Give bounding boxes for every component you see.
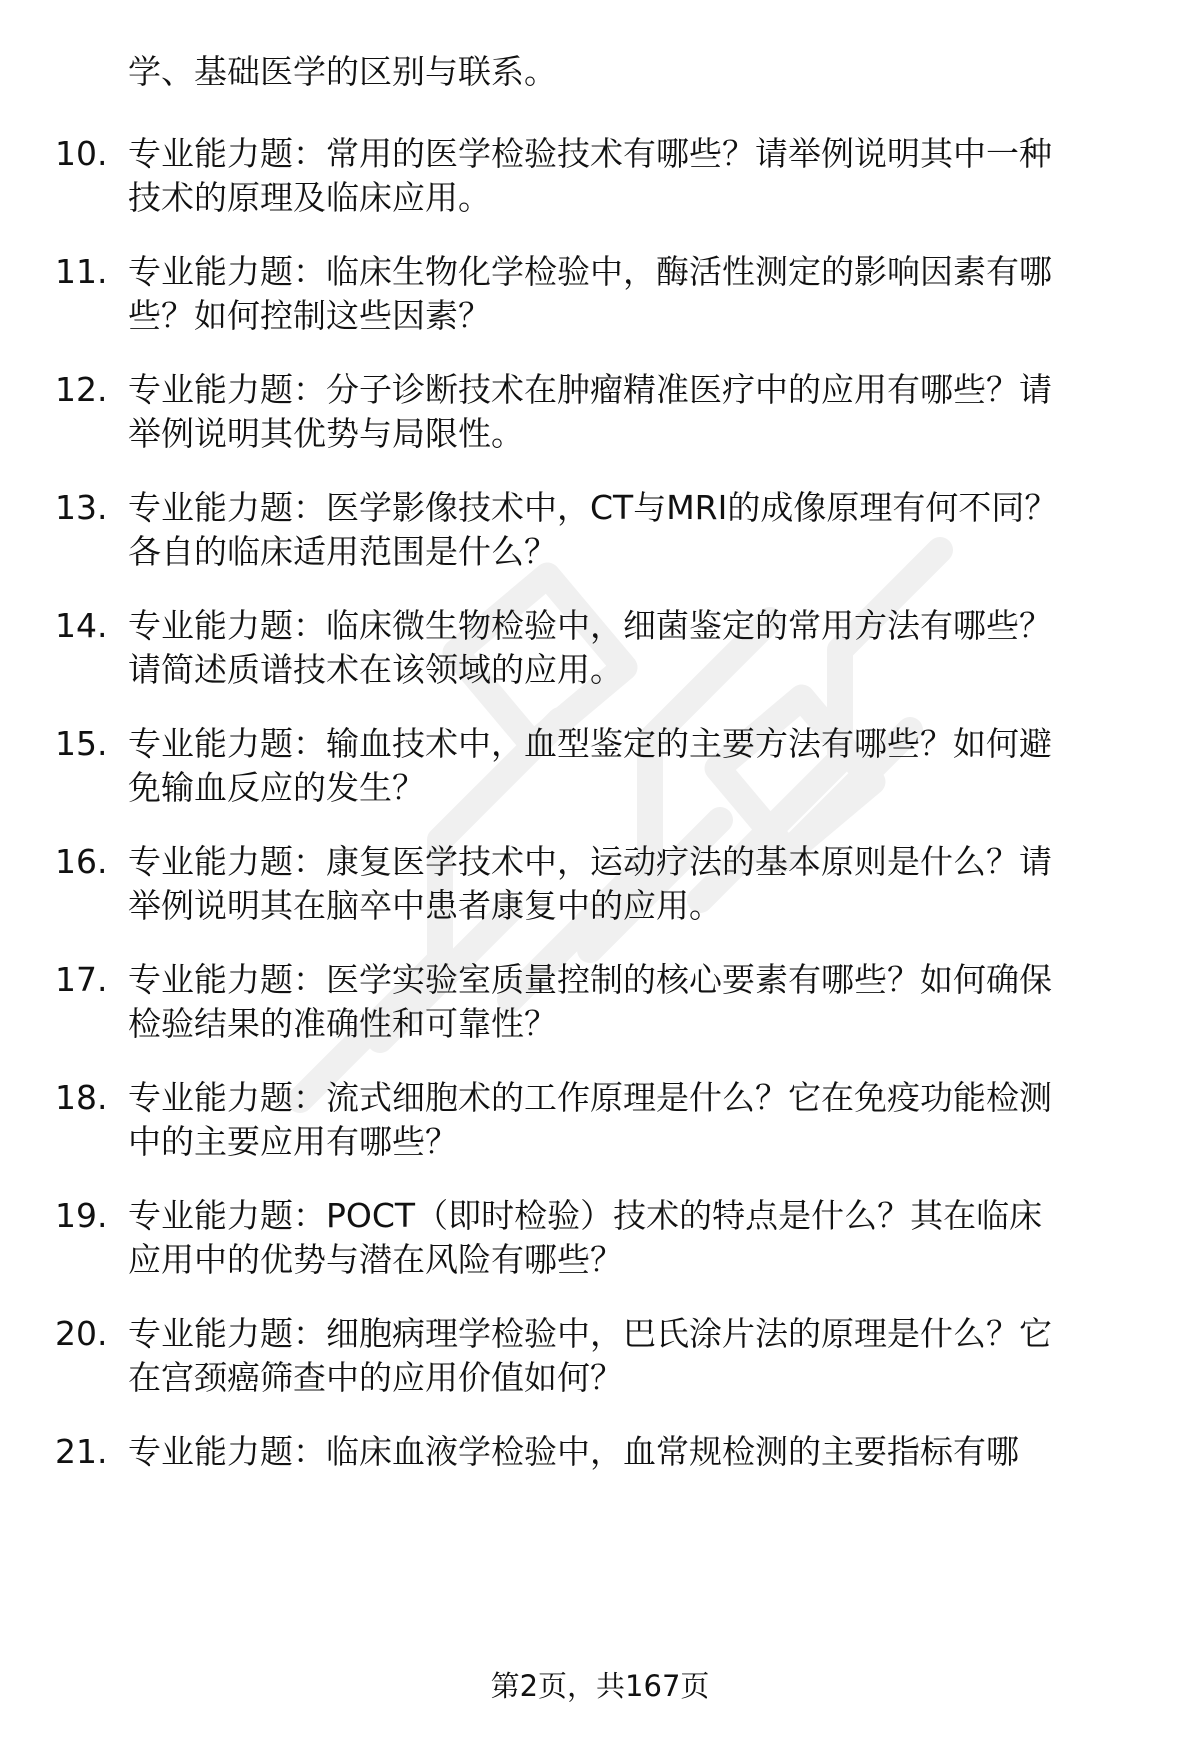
question-text-line: 专业能力题：输血技术中，血型鉴定的主要方法有哪些？如何避 bbox=[128, 724, 1052, 763]
question-number: 19. bbox=[55, 1196, 108, 1235]
question-text-line: 专业能力题：POCT（即时检验）技术的特点是什么？其在临床 bbox=[128, 1196, 1043, 1235]
question-text-line: 举例说明其优势与局限性。 bbox=[128, 414, 524, 453]
question-text-line: 检验结果的准确性和可靠性？ bbox=[128, 1004, 557, 1043]
question-number: 10. bbox=[55, 134, 108, 173]
question-text-line: 专业能力题：流式细胞术的工作原理是什么？它在免疫功能检测 bbox=[128, 1078, 1052, 1117]
continuation-line: 学、基础医学的区别与联系。 bbox=[128, 52, 557, 91]
question-text-line: 专业能力题：分子诊断技术在肿瘤精准医疗中的应用有哪些？请 bbox=[128, 370, 1052, 409]
question-text-line: 技术的原理及临床应用。 bbox=[128, 178, 491, 217]
question-text-line: 专业能力题：医学影像技术中，CT与MRI的成像原理有何不同？ bbox=[128, 488, 1058, 527]
question-text-line: 中的主要应用有哪些？ bbox=[128, 1122, 458, 1161]
question-text-line: 专业能力题：康复医学技术中，运动疗法的基本原则是什么？请 bbox=[128, 842, 1052, 881]
question-number: 20. bbox=[55, 1314, 108, 1353]
question-number: 11. bbox=[55, 252, 108, 291]
question-text-line: 些？如何控制这些因素？ bbox=[128, 296, 491, 335]
question-number: 15. bbox=[55, 724, 108, 763]
watermark-graphic bbox=[180, 480, 1080, 1180]
question-text-line: 应用中的优势与潜在风险有哪些？ bbox=[128, 1240, 623, 1279]
question-text-line: 在宫颈癌筛查中的应用价值如何？ bbox=[128, 1358, 623, 1397]
page-footer: 第2页，共167页 bbox=[490, 1669, 710, 1703]
question-text-line: 专业能力题：临床血液学检验中，血常规检测的主要指标有哪 bbox=[128, 1432, 1019, 1471]
question-text-line: 各自的临床适用范围是什么？ bbox=[128, 532, 557, 571]
question-text-line: 请简述质谱技术在该领域的应用。 bbox=[128, 650, 623, 689]
question-number: 17. bbox=[55, 960, 108, 999]
question-number: 16. bbox=[55, 842, 108, 881]
question-text-line: 专业能力题：医学实验室质量控制的核心要素有哪些？如何确保 bbox=[128, 960, 1052, 999]
question-number: 14. bbox=[55, 606, 108, 645]
question-text-line: 举例说明其在脑卒中患者康复中的应用。 bbox=[128, 886, 722, 925]
question-text-line: 专业能力题：细胞病理学检验中，巴氏涂片法的原理是什么？它 bbox=[128, 1314, 1052, 1353]
question-text-line: 免输血反应的发生？ bbox=[128, 768, 425, 807]
question-number: 13. bbox=[55, 488, 108, 527]
question-number: 21. bbox=[55, 1432, 108, 1471]
question-text-line: 专业能力题：常用的医学检验技术有哪些？请举例说明其中一种 bbox=[128, 134, 1052, 173]
question-text-line: 专业能力题：临床微生物检验中，细菌鉴定的常用方法有哪些？ bbox=[128, 606, 1052, 645]
question-number: 12. bbox=[55, 370, 108, 409]
question-number: 18. bbox=[55, 1078, 108, 1117]
question-text-line: 专业能力题：临床生物化学检验中，酶活性测定的影响因素有哪 bbox=[128, 252, 1052, 291]
